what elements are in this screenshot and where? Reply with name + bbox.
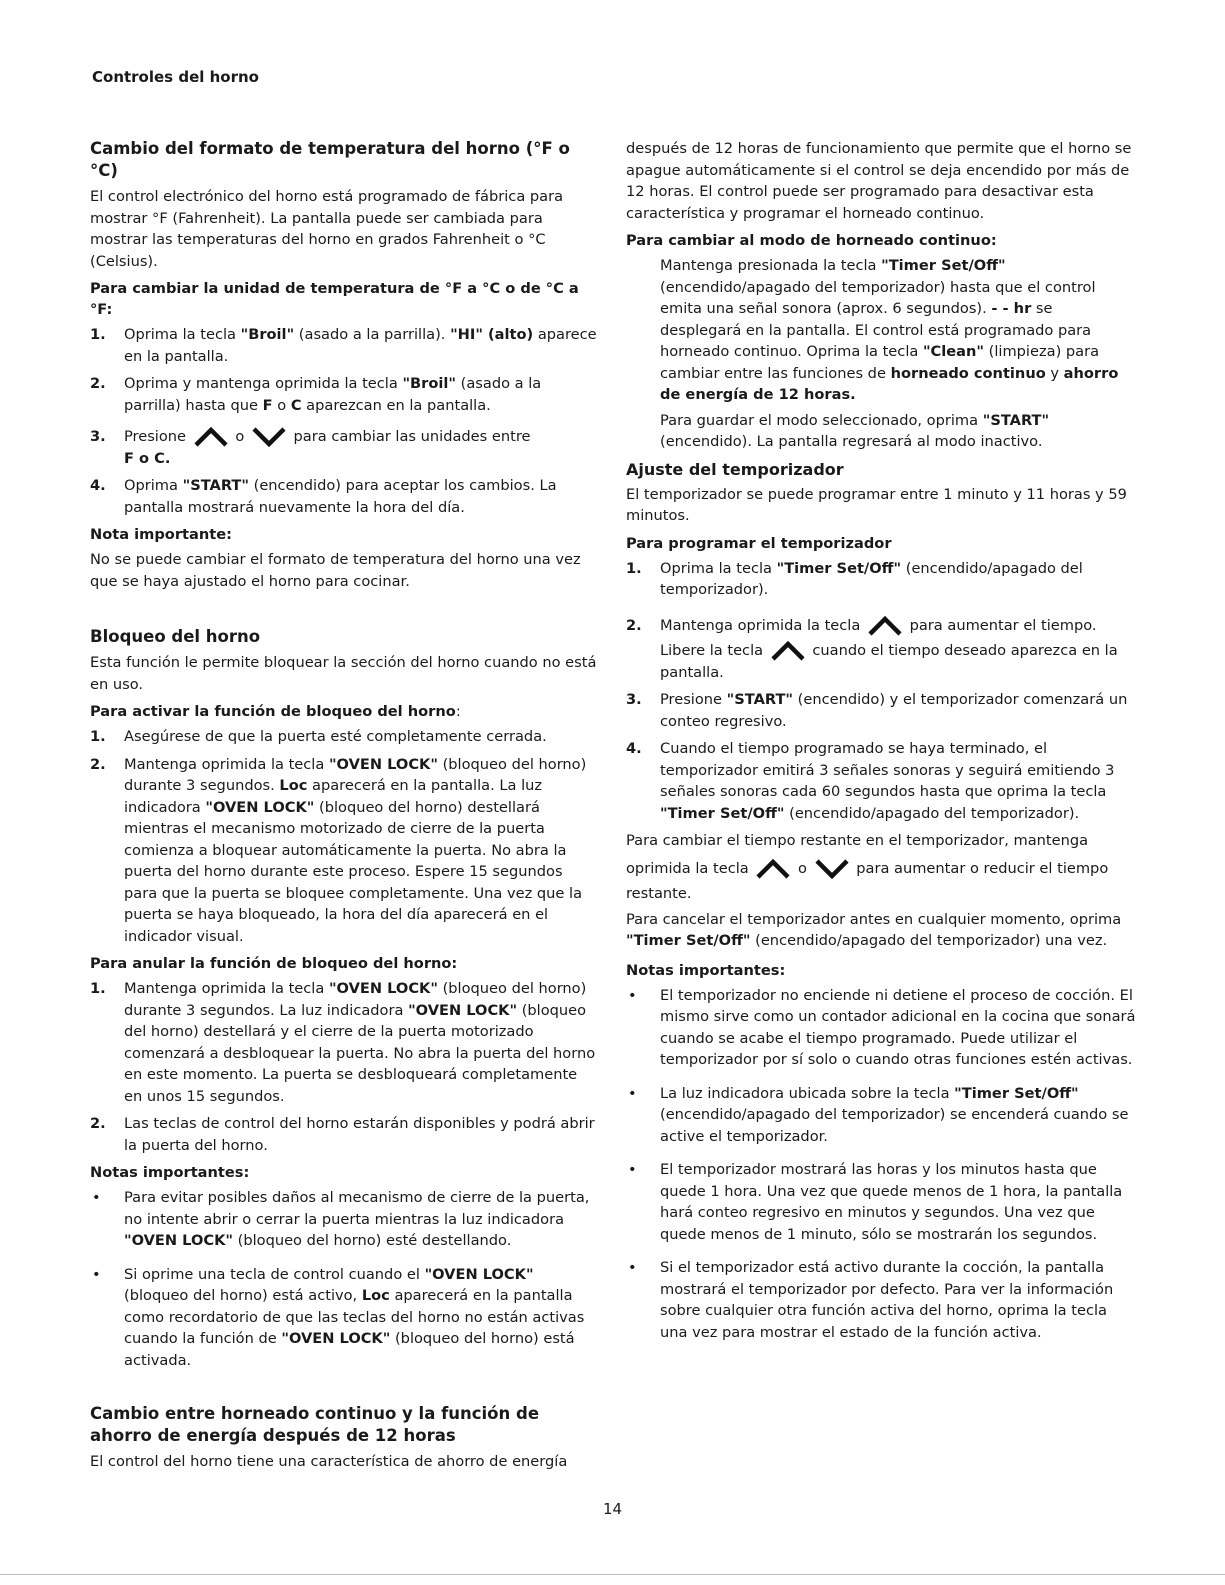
step-text: o [272, 396, 291, 414]
key-label: "START" [982, 411, 1050, 429]
down-arrow-icon [815, 859, 849, 879]
list-item [626, 689, 1138, 732]
continuous-bake-subheading: Para cambiar al modo de horneado continuo: [626, 232, 997, 249]
timer-change-line [626, 856, 1138, 880]
key-label: "Timer Set/Off" [954, 1084, 1079, 1102]
note-text: (bloqueo del horno) está activo, [124, 1287, 362, 1304]
step-text: Mantenga oprimida la tecla [660, 616, 861, 634]
continuous-bake-save [626, 410, 1138, 453]
list-item [90, 1187, 598, 1252]
step-text: cuando el tiempo deseado aparezca en la pantalla. [660, 642, 1118, 681]
key-label: "Broil" [402, 375, 457, 392]
step-text: se desplegará en la pantalla. El control está programado para horneado continuo. Oprima la tecla [660, 300, 1092, 360]
step-text: Cuando el tiempo programado se haya terminado, el temporizador emitirá 3 señales sonoras y seguirá emitiendo 3 señales sonoras cada 60 segundos hasta que oprima la tecla [660, 740, 1115, 800]
key-label: "OVEN LOCK" [328, 980, 438, 997]
step-text: aparezcan en la pantalla. [301, 396, 491, 414]
step-text: Las teclas de control del horno estarán disponibles y podrá abrir la puerta del horno. [124, 1115, 595, 1154]
step-text: Mantenga oprimida la tecla [124, 980, 329, 997]
list-item [90, 1113, 598, 1156]
key-label: "START" [182, 477, 249, 494]
oven-lock-intro: Esta función le permite bloquear la sección del horno cuando no está en uso. [90, 654, 597, 693]
key-label: "OVEN LOCK" [424, 1265, 534, 1283]
lock-cancel-steps [90, 978, 598, 1156]
step-text: (bloqueo del horno) durante 3 segundos. La luz indicadora [124, 980, 587, 1019]
page-header: Controles del horno [92, 68, 259, 86]
key-label: "START" [726, 691, 794, 708]
oven-lock-notes-title: Notas importantes: [90, 1164, 250, 1181]
step-text: Mantenga presionada la tecla [660, 257, 882, 274]
key-label: "Timer Set/Off" [776, 559, 902, 577]
list-item [626, 1159, 1138, 1245]
step-text: Presione [124, 428, 187, 445]
step-number: 1. [90, 728, 106, 745]
display-label: - - hr [991, 300, 1032, 317]
down-arrow-icon [252, 427, 286, 447]
step-text: (encendido/apagado del temporizador). [660, 559, 1083, 598]
step-number: 1. [626, 559, 642, 577]
continuous-bake-intro-cont: después de 12 horas de funcionamiento que permite que el horno se apague automáticamente si el control se deja encendido por más de 12 horas. El control puede ser programado para desactivar esta característica y programar el horneado continuo. [626, 140, 1132, 222]
list-item [90, 475, 598, 518]
temp-steps [90, 324, 598, 518]
temp-format-subheading: Para cambiar la unidad de temperatura de °F a °C o de °C a °F: [90, 280, 579, 318]
step-text: Oprima y mantenga oprimida la tecla [124, 375, 403, 392]
continuous-bake-step [626, 255, 1138, 406]
subheading-text: Para activar la función de bloqueo del horno [90, 703, 456, 720]
continuous-bake-title: Cambio entre horneado continuo y la función de ahorro de energía después de 12 horas [90, 1404, 540, 1445]
key-label: "Timer Set/Off" [626, 932, 751, 949]
step-text: (bloqueo del horno) durante 3 segundos. [124, 755, 587, 794]
timer-notes [626, 985, 1138, 1344]
step-text: y [1045, 364, 1064, 382]
step-text: (asado a la parrilla). [294, 326, 451, 343]
step-text: (asado a la parrilla) hasta que [124, 375, 542, 414]
step-text: aparece en la pantalla. [124, 326, 597, 365]
list-item [626, 738, 1138, 824]
oven-lock-activate-subheading [90, 701, 598, 722]
list-item [90, 1264, 598, 1372]
note-text: El temporizador mostrará las horas y los minutos hasta que quede 1 hora. Una vez que quede menos de 1 hora, la pantalla hará conteo regresivo en minutos y segundos. Una vez que quede menos de 1 minuto, sólo se mostrarán los segundos. [660, 1161, 1123, 1243]
temp-note-title: Nota importante: [90, 526, 232, 543]
lock-notes [90, 1187, 598, 1371]
note-text: Para evitar posibles daños al mecanismo de cierre de la puerta, no intente abrir o cerrar la puerta mientras la luz indicadora [124, 1189, 590, 1228]
step-text: o [798, 859, 807, 877]
list-item [626, 558, 1138, 601]
step-text: (encendido) para aceptar los cambios. La pantalla mostrará nuevamente la hora del día. [124, 477, 557, 516]
temp-note: No se puede cambiar el formato de temperatura del horno una vez que se haya ajustado el horno para cocinar. [90, 551, 581, 590]
step-text: para aumentar o reducir el tiempo [856, 859, 1109, 877]
key-label: "Timer Set/Off" [881, 257, 1006, 274]
step-text: (bloqueo del horno) destellará y el cierre de la puerta motorizado comenzará a desbloquear la puerta. No abra la puerta del horno en este momento. La puerta se desbloqueará completamente en unos 15 segundos. [124, 1001, 596, 1105]
key-label: "OVEN LOCK" [328, 755, 438, 773]
step-number: 4. [90, 477, 106, 494]
key-label: "Timer Set/Off" [660, 804, 785, 822]
lock-activate-steps [90, 726, 598, 947]
step-text: Para cancelar el temporizador antes en cualquier momento, oprima [626, 910, 1122, 928]
key-label: "Broil" [240, 326, 295, 343]
step-text: (encendido/apagado del temporizador) una vez. [750, 932, 1108, 949]
list-item [626, 1083, 1138, 1148]
list-item [90, 726, 598, 748]
timer-subheading: Para programar el temporizador [626, 534, 892, 552]
note-text: (encendido/apagado del temporizador) se encenderá cuando se active el temporizador. [660, 1106, 1129, 1145]
display-label: Loc [361, 1287, 390, 1304]
list-item [626, 985, 1138, 1071]
step-number: 2. [90, 1115, 106, 1132]
note-text: aparecerá en la pantalla como recordatorio de que las teclas del horno no están activas cuando la función de [124, 1287, 585, 1347]
step-number: 2. [90, 375, 106, 392]
list-item [626, 611, 1138, 684]
bullet: • [92, 1265, 101, 1283]
step-text: (encendido/apagado del temporizador) hasta que el control emita una señal sonora (aprox. 6 segundos). [660, 278, 1096, 317]
step-text: Oprima la tecla [124, 326, 241, 343]
temp-format-intro: El control electrónico del horno está programado de fábrica para mostrar °F (Fahrenheit). La pantalla puede ser cambiada para mostrar las temperaturas del horno en grados Fahrenheit o °C (Celsius). [90, 188, 564, 270]
step-text: para aumentar el tiempo. [909, 616, 1097, 634]
display-label: "HI" (alto) [450, 326, 534, 343]
note-text: (bloqueo del horno) esté destellando. [232, 1232, 512, 1249]
oven-lock-title: Bloqueo del horno [90, 627, 261, 646]
step-text: (limpieza) para cambiar entre las funciones de [660, 343, 1100, 382]
left-column [90, 138, 598, 1477]
bottom-divider [0, 1574, 1225, 1575]
bullet: • [628, 1161, 637, 1178]
step-text: Para guardar el modo seleccionado, oprima [660, 411, 983, 429]
key-label: "OVEN LOCK" [408, 1001, 518, 1019]
list-item [90, 422, 598, 469]
bullet: • [628, 1259, 637, 1276]
oven-lock-cancel-subheading: Para anular la función de bloqueo del horno: [90, 955, 458, 972]
key-label: "OVEN LOCK" [281, 1330, 391, 1347]
step-number: 4. [626, 740, 642, 757]
timer-notes-title: Notas importantes: [626, 961, 786, 979]
step-text: (bloqueo del horno) destellará mientras el mecanismo motorizado de cierre de la puerta comienza a bloquear automáticamente la puerta. No abra la puerta del horno durante este proceso. Espere 15 segundos para que la puerta se bloquee completamente. Una vez que la puerta se haya bloqueado, la hora del día aparecerá en el indicador visual. [124, 798, 583, 945]
step-text: (encendido). La pantalla regresará al modo inactivo. [660, 433, 1043, 450]
up-arrow-icon [194, 427, 228, 447]
step-number: 3. [626, 691, 642, 708]
key-label: "OVEN LOCK" [124, 1232, 233, 1249]
temp-format-title: Cambio del formato de temperatura del horno (°F o °C) [90, 139, 570, 180]
display-label: C [290, 396, 302, 414]
note-text: Si oprime una tecla de control cuando el [124, 1265, 425, 1283]
timer-intro: El temporizador se puede programar entre 1 minuto y 11 horas y 59 minutos. [626, 485, 1127, 524]
display-label: Loc [279, 777, 308, 794]
mode-label: horneado continuo [890, 364, 1046, 382]
step-number: 1. [90, 326, 106, 343]
step-text: Libere la tecla [660, 642, 764, 659]
mode-label: ahorro de energía de 12 horas. [660, 364, 1119, 403]
step-number: 2. [626, 616, 642, 634]
step-text: Mantenga oprimida la tecla [124, 755, 329, 773]
bullet: • [92, 1189, 101, 1206]
note-text: Si el temporizador está activo durante la cocción, la pantalla mostrará el temporizador por defecto. Para ver la información sobre cualquier otra función activa del horno, oprima la tecla una vez para mostrar el estado de la función activa. [660, 1259, 1114, 1341]
right-column [626, 138, 1138, 1355]
key-label: "OVEN LOCK" [205, 798, 315, 816]
timer-change-text: Para cambiar el tiempo restante en el temporizador, mantenga [626, 832, 1089, 849]
list-item [90, 978, 598, 1107]
list-item [626, 1257, 1138, 1343]
timer-steps [626, 558, 1138, 825]
timer-title: Ajuste del temporizador [626, 459, 844, 479]
up-arrow-icon [771, 641, 805, 661]
list-item [90, 324, 598, 367]
step-number: 3. [90, 428, 106, 445]
step-text: Presione [660, 691, 727, 708]
step-text: aparecerá en la pantalla. La luz indicadora [124, 777, 543, 816]
subheading-colon: : [455, 703, 461, 720]
note-text: El temporizador no enciende ni detiene el proceso de cocción. El mismo sirve como un contador adicional en la cocina que sonará cuando se acabe el tiempo programado. Puede utilizar el temporizador por sí solo o cuando otras funciones estén activas. [660, 986, 1136, 1068]
note-text: La luz indicadora ubicada sobre la tecla [660, 1084, 955, 1102]
bullet: • [628, 1084, 637, 1102]
bullet: • [628, 986, 637, 1004]
step-text: o [235, 428, 245, 445]
list-item [90, 754, 598, 948]
step-number: 2. [90, 755, 106, 773]
key-label: "Clean" [922, 343, 985, 360]
up-arrow-icon [868, 616, 902, 636]
continuous-bake-intro-start: El control del horno tiene una característica de ahorro de energía [90, 1453, 568, 1470]
list-item [90, 373, 598, 416]
step-text: para cambiar las unidades entre [293, 428, 531, 445]
step-text: Asegúrese de que la puerta esté completamente cerrada. [124, 728, 547, 745]
display-label: F [262, 396, 273, 414]
note-text: (bloqueo del horno) está activada. [124, 1330, 575, 1369]
up-arrow-icon [756, 859, 790, 879]
step-text: Oprima la tecla [660, 559, 777, 577]
step-text: Oprima [124, 477, 183, 494]
step-text: oprimida la tecla [626, 859, 749, 877]
page-number: 14 [602, 1500, 623, 1518]
step-number: 1. [90, 980, 106, 997]
step-text: (encendido/apagado del temporizador). [784, 804, 1080, 822]
timer-change-end: restante. [626, 885, 692, 902]
display-label: F o C. [124, 449, 171, 467]
timer-cancel [626, 909, 1138, 952]
step-text: (encendido) y el temporizador comenzará un conteo regresivo. [660, 691, 1128, 730]
